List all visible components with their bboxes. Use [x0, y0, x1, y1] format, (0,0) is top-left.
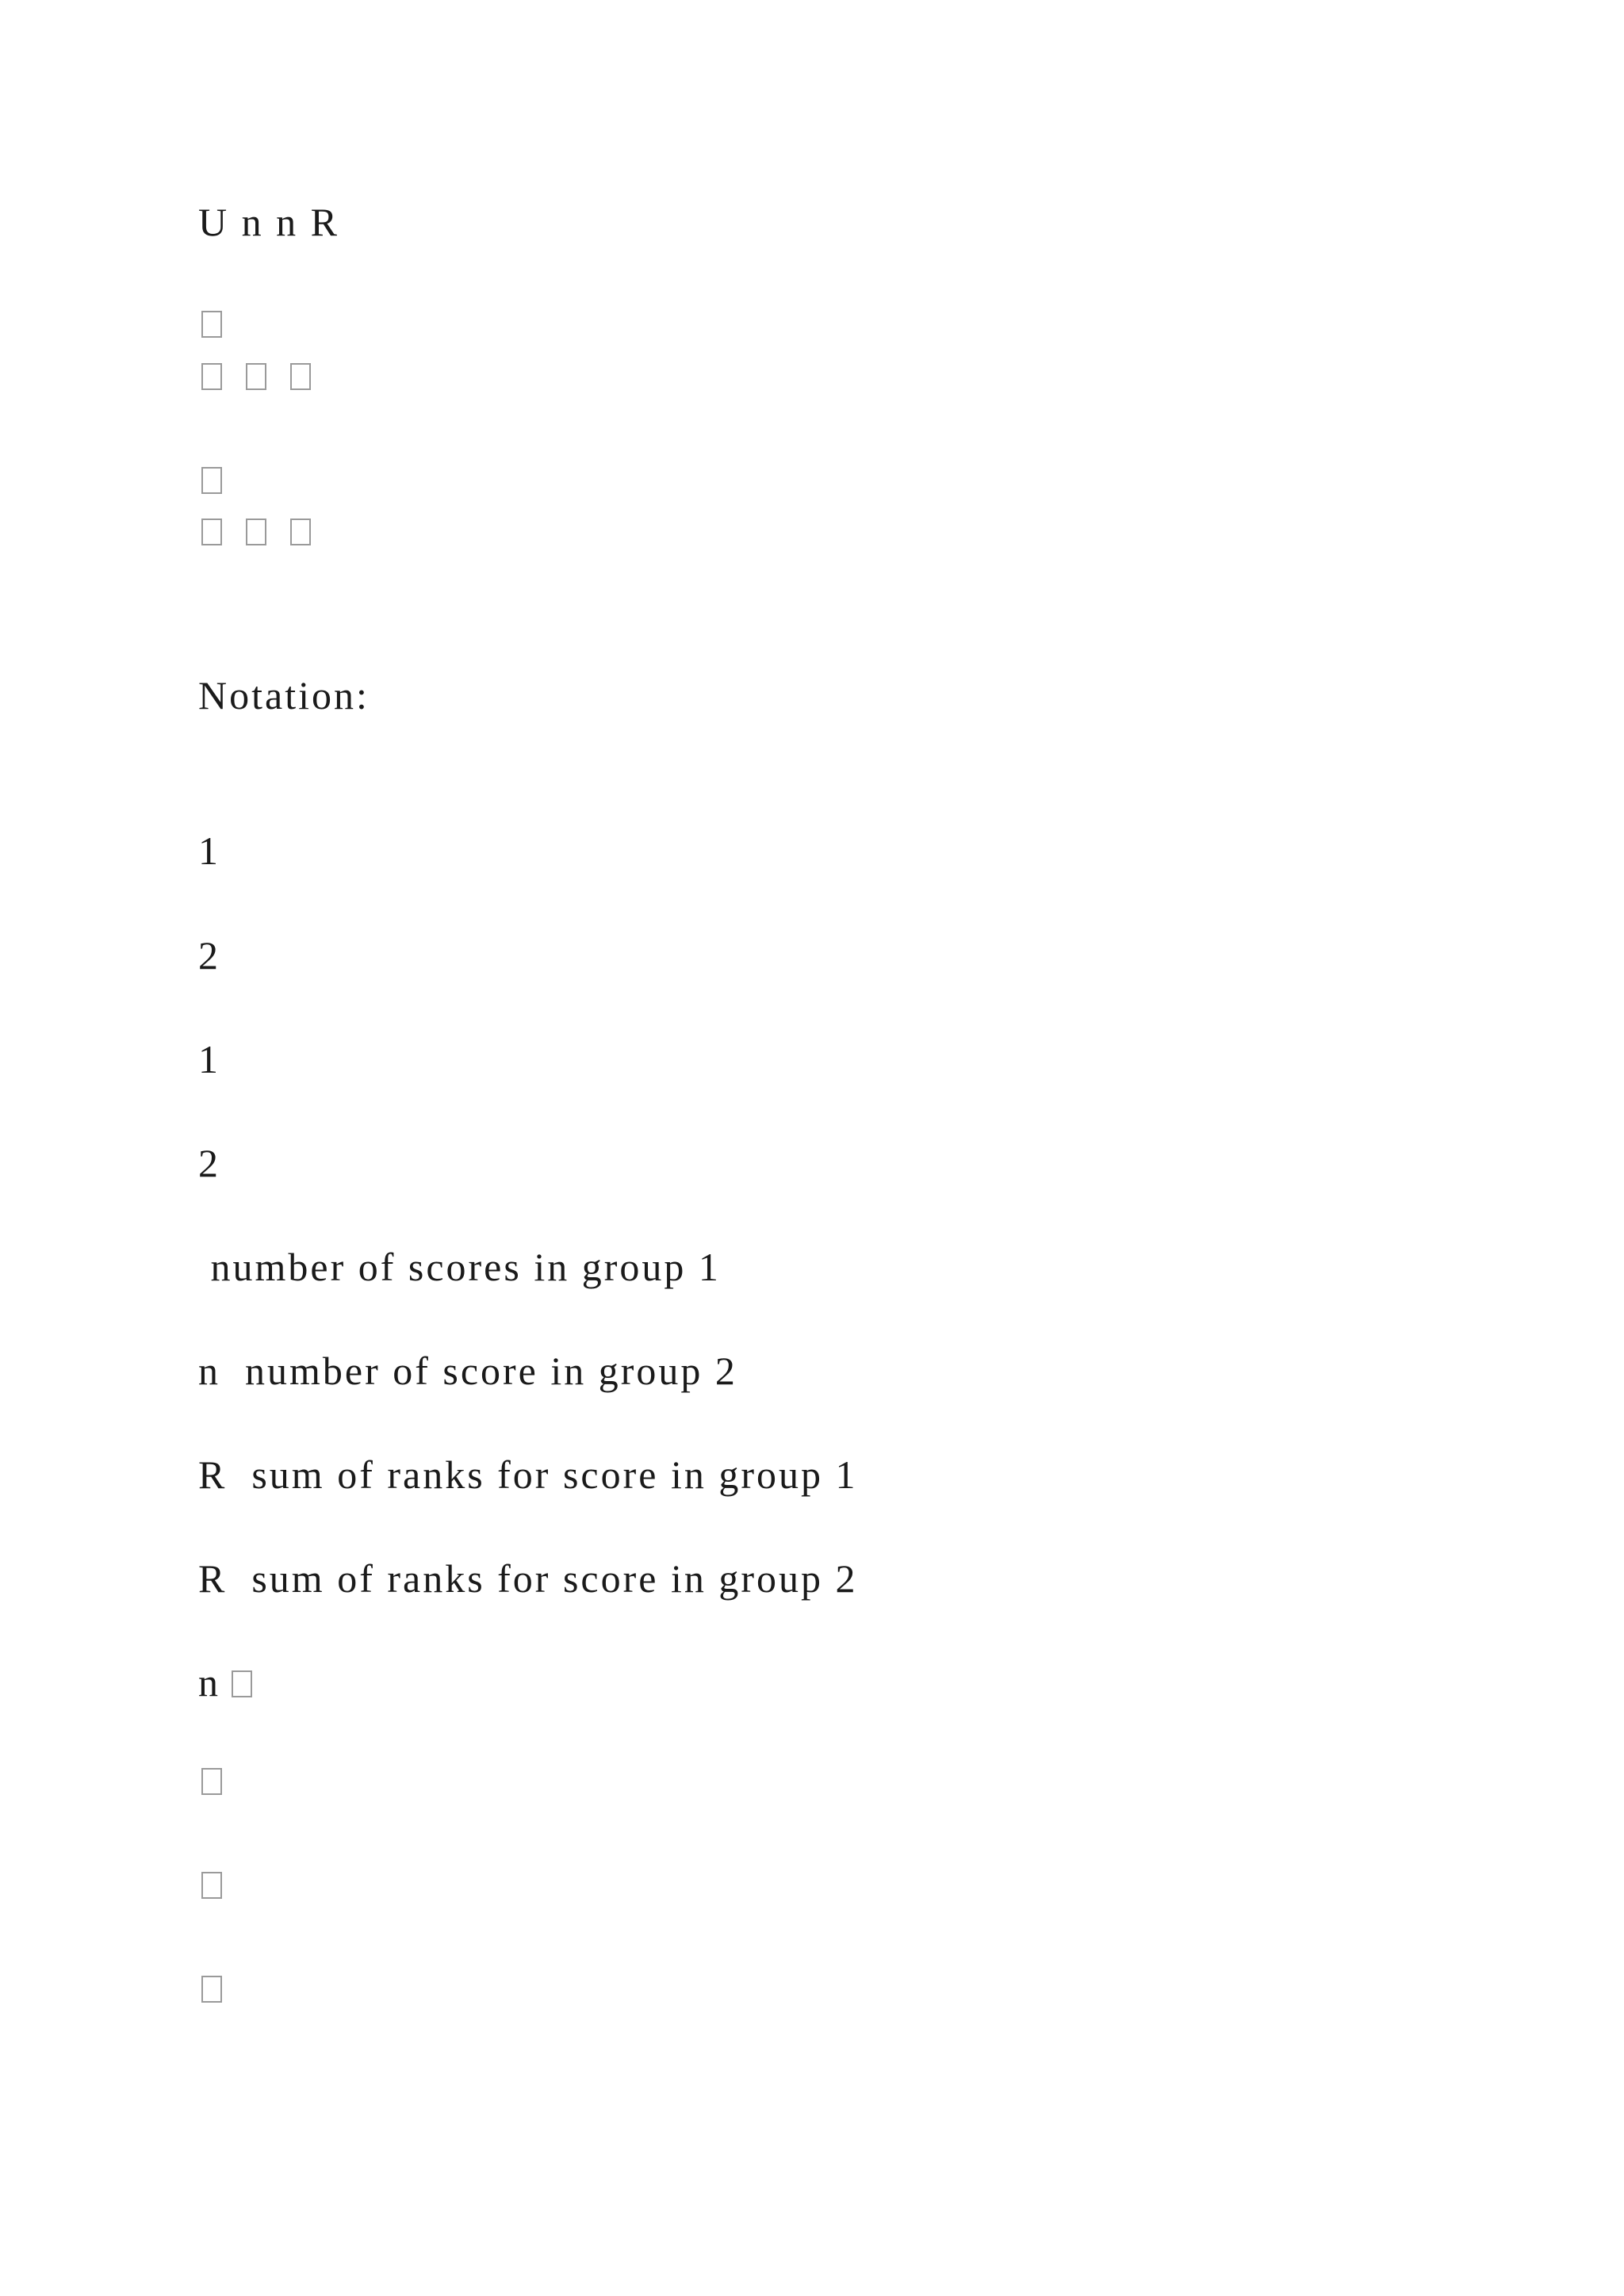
trailing-glyph-row-1 [201, 1768, 222, 1795]
definition-n2: n number of score in group 2 [198, 1349, 737, 1393]
missing-glyph-box [246, 519, 266, 545]
formula-header: U n n R [198, 200, 339, 244]
formula-glyph-row-1 [201, 311, 222, 338]
missing-glyph-box [246, 363, 266, 390]
missing-glyph-box [201, 467, 222, 494]
trailing-n: n [198, 1660, 220, 1705]
formula-glyph-row-3 [201, 467, 222, 494]
trailing-glyph-row-3 [201, 1976, 222, 2003]
notation-heading: Notation: [198, 673, 370, 718]
missing-glyph-box [232, 1670, 252, 1697]
trailing-glyph-row-2 [201, 1872, 222, 1899]
subscript-2: 2 [198, 933, 220, 978]
missing-glyph-box [201, 363, 222, 390]
missing-glyph-box [201, 1768, 222, 1795]
formula-glyph-row-4 [201, 519, 311, 545]
definition-n1: number of scores in group 1 [198, 1245, 721, 1289]
definition-r1: R sum of ranks for score in group 1 [198, 1452, 858, 1497]
subscript-3: 1 [198, 1037, 220, 1081]
definition-r2: R sum of ranks for score in group 2 [198, 1556, 858, 1601]
missing-glyph-box [290, 519, 311, 545]
subscript-1: 1 [198, 828, 220, 873]
missing-glyph-box [201, 519, 222, 545]
formula-glyph-row-2 [201, 363, 311, 390]
missing-glyph-box [201, 1976, 222, 2003]
missing-glyph-box [201, 311, 222, 338]
subscript-4: 2 [198, 1141, 220, 1185]
missing-glyph-box [290, 363, 311, 390]
trailing-n-line [198, 1660, 252, 1705]
missing-glyph-box [201, 1872, 222, 1899]
